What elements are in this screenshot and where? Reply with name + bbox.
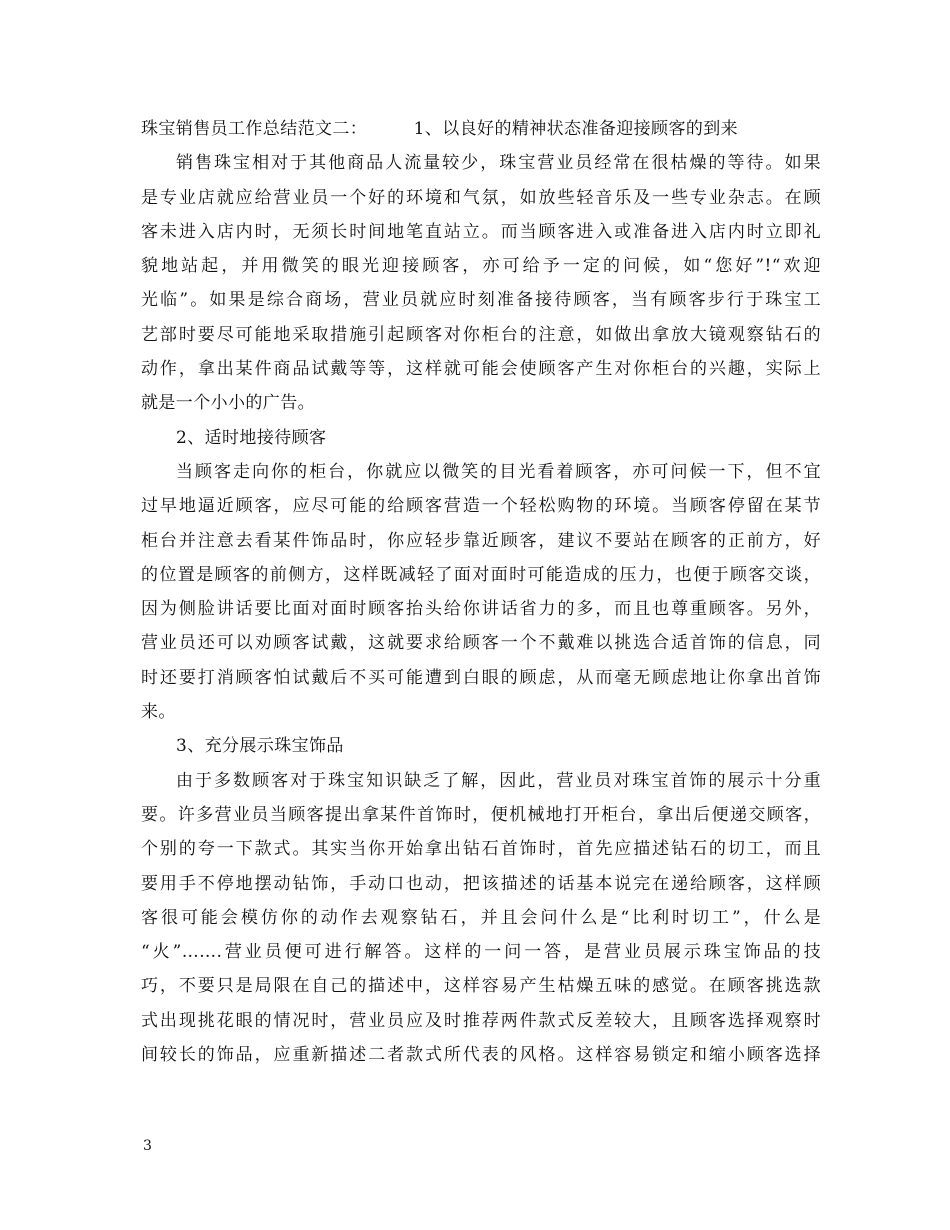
paragraph-line: 式出现挑花眼的情况时，营业员应及时推荐两件款式反差较大，且顾客选择观察时	[141, 1010, 821, 1031]
paragraph-line: 营业员还可以劝顾客试戴，这就要求给顾客一个不戴难以挑选合适首饰的信息，同	[141, 633, 821, 654]
paragraph-line: 艺部时要尽可能地采取措施引起顾客对你柜台的注意，如做出拿放大镜观察钻石的	[141, 324, 821, 345]
page-number: 3	[143, 1138, 152, 1154]
paragraph-line: 要。许多营业员当顾客提出拿某件首饰时，便机械地打开柜台，拿出后便递交顾客，	[141, 804, 821, 825]
paragraph-line: 的位置是顾客的前侧方，这样既减轻了面对面时可能造成的压力，也便于顾客交谈，	[141, 564, 821, 585]
paragraph-line: 个别的夸一下款式。其实当你开始拿出钻石首饰时，首先应描述钻石的切工，而且	[141, 839, 821, 860]
paragraph-line: 客未进入店内时，无须长时间地笔直站立。而当顾客进入或准备进入店内时立即礼	[141, 221, 821, 242]
paragraph-line: 巧，不要只是局限在自己的描述中，这样容易产生枯燥五味的感觉。在顾客挑选款	[141, 976, 821, 997]
paragraph-line: 来。	[141, 702, 176, 723]
paragraph-line: 因为侧脸讲话要比面对面时顾客抬头给你讲话省力的多，而且也尊重顾客。另外，	[141, 599, 821, 620]
paragraph-line: 柜台并注意去看某件饰品时，你应轻步靠近顾客，建议不要站在顾客的正前方，好	[141, 530, 821, 551]
document-body	[141, 112, 821, 1072]
paragraph-line: 由于多数顾客对于珠宝知识缺乏了解，因此，营业员对珠宝首饰的展示十分重	[176, 770, 821, 791]
section-heading: 2、适时地接待顾客	[176, 427, 327, 448]
paragraph-line: 要用手不停地摆动钻饰，手动口也动，把该描述的话基本说完在递给顾客，这样顾	[141, 873, 821, 894]
paragraph-line: 时还要打消顾客怕试戴后不买可能遭到白眼的顾虑，从而毫无顾虑地让你拿出首饰	[141, 667, 821, 688]
paragraph-line: “火”…….营业员便可进行解答。这样的一问一答，是营业员展示珠宝饰品的技	[141, 942, 821, 963]
paragraph-line: 销售珠宝相对于其他商品人流量较少，珠宝营业员经常在很枯燥的等待。如果	[176, 153, 821, 174]
paragraph-line: 间较长的饰品，应重新描述二者款式所代表的风格。这样容易锁定和缩小顾客选择	[141, 1045, 821, 1066]
paragraph-line: 就是一个小小的广告。	[141, 393, 315, 414]
paragraph-line: 客很可能会模仿你的动作去观察钻石，并且会问什么是“比利时切工”，什么是	[141, 907, 821, 928]
paragraph-line: 光临”。如果是综合商场，营业员就应时刻准备接待顾客，当有顾客步行于珠宝工	[141, 290, 821, 311]
section-heading: 3、充分展示珠宝饰品	[176, 736, 344, 757]
paragraph-line: 是专业店就应给营业员一个好的环境和气氛，如放些轻音乐及一些专业杂志。在顾	[141, 187, 821, 208]
paragraph-line: 动作，拿出某件商品试戴等等，这样就可能会使顾客产生对你柜台的兴趣，实际上	[141, 359, 821, 380]
paragraph-line: 过早地逼近顾客，应尽可能的给顾客营造一个轻松购物的环境。当顾客停留在某节	[141, 496, 821, 517]
paragraph-line: 貌地站起，并用微笑的眼光迎接顾客，亦可给予一定的问候，如“您好”!“欢迎	[141, 256, 821, 277]
section-heading-line: 珠宝销售员工作总结范文二： 1、以良好的精神状态准备迎接顾客的到来	[141, 119, 739, 139]
paragraph-line: 当顾客走向你的柜台，你就应以微笑的目光看着顾客，亦可问候一下，但不宜	[176, 461, 821, 482]
